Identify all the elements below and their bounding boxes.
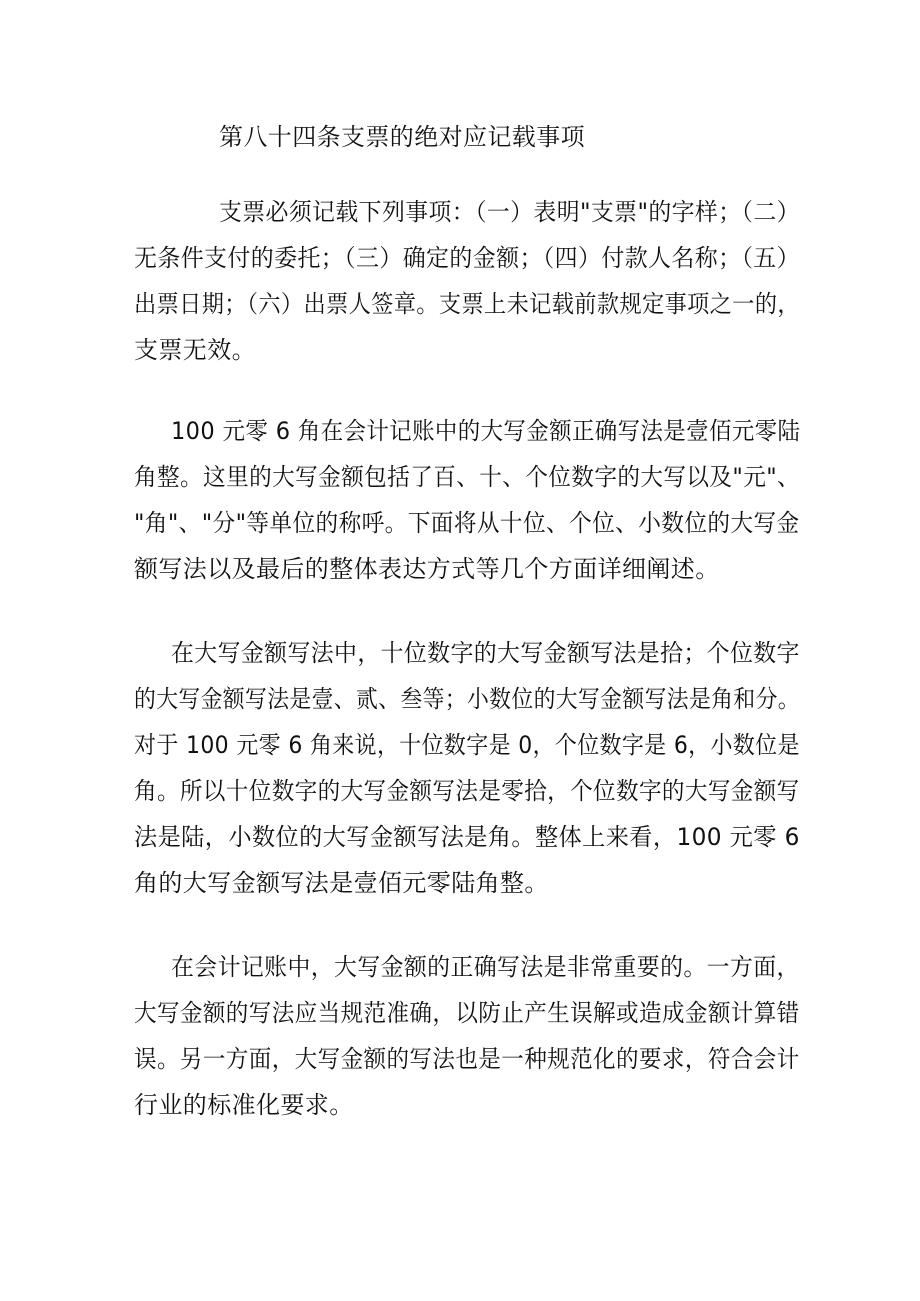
paragraph-3-line-2: 的大写金额写法是壹、贰、叁等；小数位的大写金额写法是角和分。 xyxy=(134,685,800,713)
article-heading: 第八十四条支票的绝对应记载事项 xyxy=(219,123,585,151)
paragraph-4-line-2: 大写金额的写法应当规范准确，以防止产生误解或造成金额计算错 xyxy=(134,999,800,1027)
paragraph-2-line-4: 额写法以及最后的整体表达方式等几个方面详细阐述。 xyxy=(134,555,720,583)
paragraph-3-line-3: 对于 100 元零 6 角来说，十位数字是 0，个位数字是 6，小数位是 xyxy=(134,731,800,759)
paragraph-2-line-1: 100 元零 6 角在会计记账中的大写金额正确写法是壹佰元零陆 xyxy=(171,417,801,445)
paragraph-1-line-4: 支票无效。 xyxy=(134,336,256,364)
paragraph-3-line-4: 角。所以十位数字的大写金额写法是零拾，个位数字的大写金额写 xyxy=(134,777,800,805)
paragraph-4-line-4: 行业的标准化要求。 xyxy=(134,1091,354,1119)
paragraph-3-line-6: 角的大写金额写法是壹佰元零陆角整。 xyxy=(134,869,549,897)
paragraph-2-line-3: "角"、"分"等单位的称呼。下面将从十位、个位、小数位的大写金 xyxy=(134,509,800,537)
paragraph-1-line-2: 无条件支付的委托；（三）确定的金额；（四）付款人名称；（五） xyxy=(134,244,801,272)
paragraph-1-line-3: 出票日期；（六）出票人签章。支票上未记载前款规定事项之一的， xyxy=(134,290,800,318)
paragraph-1-line-1: 支票必须记载下列事项：（一）表明"支票"的字样；（二） xyxy=(219,198,800,226)
paragraph-2-line-2: 角整。这里的大写金额包括了百、十、个位数字的大写以及"元"、 xyxy=(134,463,801,491)
paragraph-3-line-5: 法是陆，小数位的大写金额写法是角。整体上来看，100 元零 6 xyxy=(134,823,800,851)
paragraph-4-line-3: 误。另一方面，大写金额的写法也是一种规范化的要求，符合会计 xyxy=(134,1045,800,1073)
paragraph-4-line-1: 在会计记账中，大写金额的正确写法是非常重要的。一方面， xyxy=(171,953,800,981)
paragraph-3-line-1: 在大写金额写法中，十位数字的大写金额写法是拾；个位数字 xyxy=(171,639,800,667)
